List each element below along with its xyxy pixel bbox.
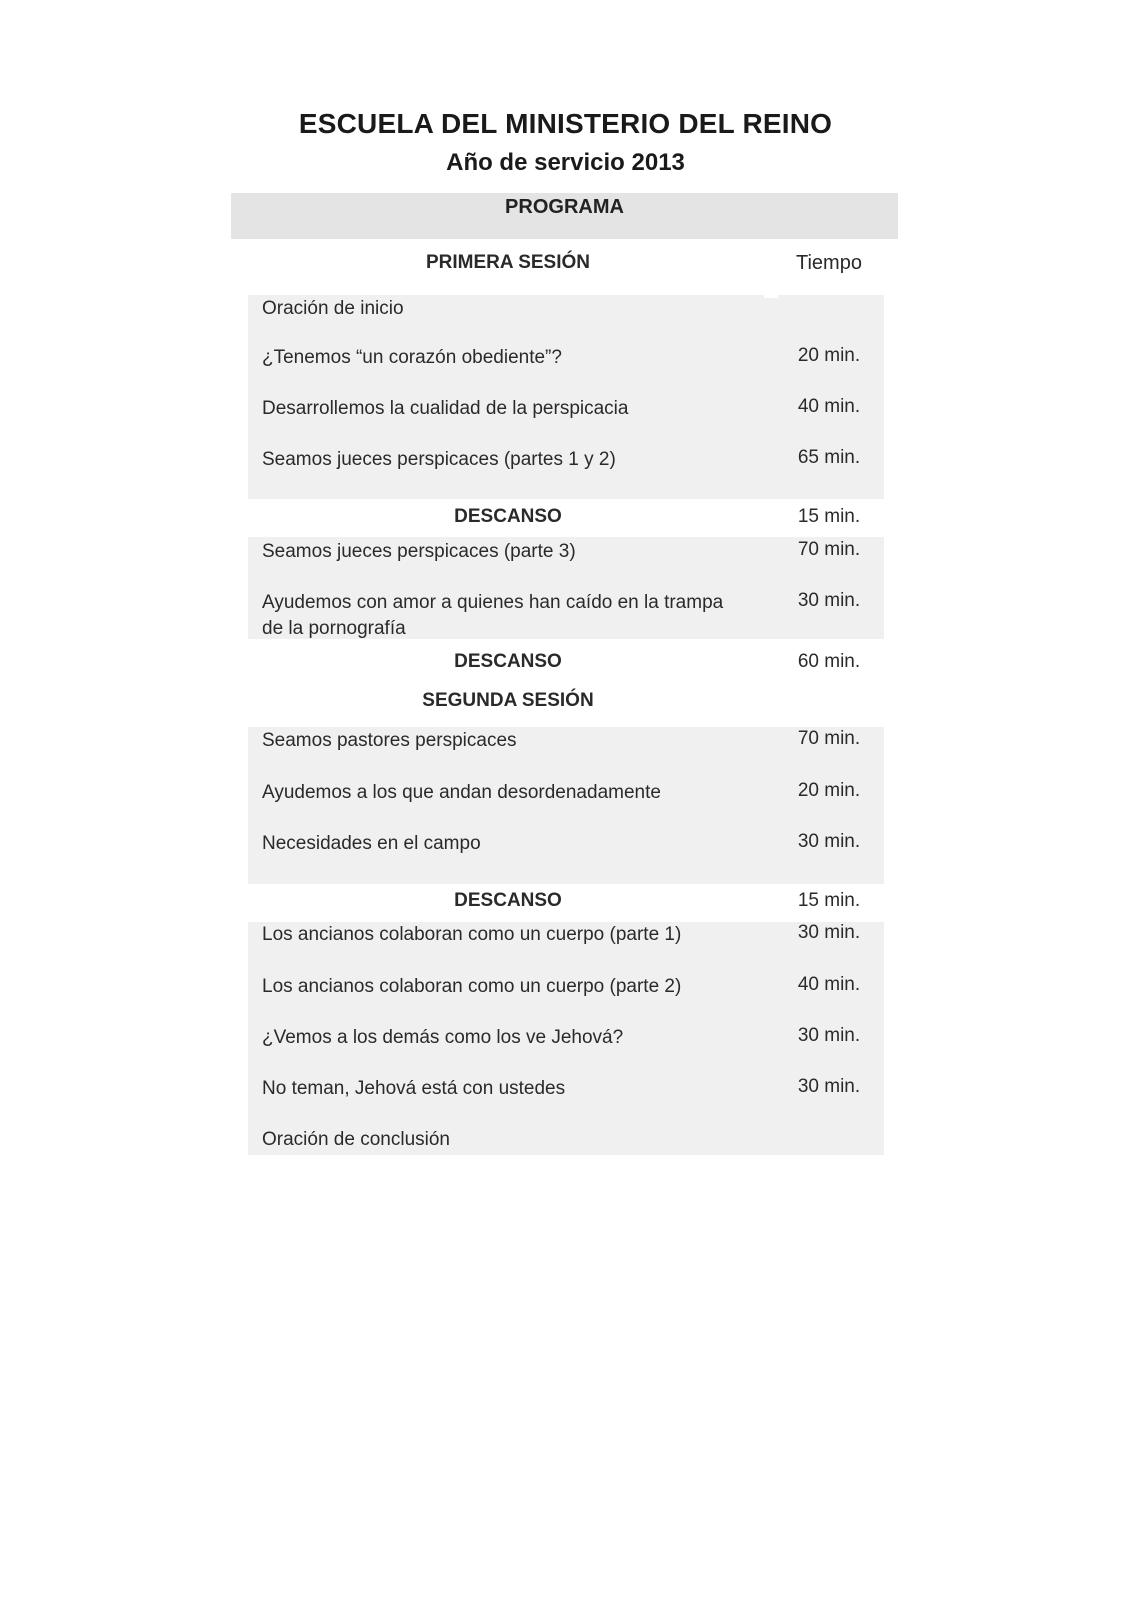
program-item: Necesidades en el campo	[262, 833, 481, 854]
program-header-bar	[231, 193, 898, 239]
program-item-time: 40 min.	[797, 974, 861, 995]
program-item: Ayudemos con amor a quienes han caído en la trampa de la pornografía	[262, 592, 724, 639]
program-item-time: 40 min.	[797, 396, 861, 417]
time-column-header: Tiempo	[796, 252, 862, 274]
first-session-heading: PRIMERA SESIÓN	[426, 252, 590, 273]
program-item: Seamos pastores perspicaces	[262, 730, 517, 751]
program-item-time: 30 min.	[797, 831, 861, 852]
program-item-time: 70 min.	[797, 728, 861, 749]
program-item-time: 30 min.	[797, 1025, 861, 1046]
break-heading: DESCANSO	[454, 890, 562, 911]
break-time: 15 min.	[797, 506, 861, 527]
program-item-time: 70 min.	[797, 539, 861, 560]
program-item: Seamos jueces perspicaces (partes 1 y 2)	[262, 449, 616, 470]
break-heading: DESCANSO	[454, 506, 562, 527]
program-item-time: 65 min.	[797, 447, 861, 468]
program-item: Seamos jueces perspicaces (parte 3)	[262, 541, 576, 562]
program-item-time: 30 min.	[797, 922, 861, 943]
program-item-time: 20 min.	[797, 780, 861, 801]
program-item: ¿Tenemos “un corazón obediente”?	[262, 347, 562, 368]
break-time: 60 min.	[797, 651, 861, 672]
program-label: PROGRAMA	[505, 196, 624, 218]
break-time: 15 min.	[797, 890, 861, 911]
document-subtitle: Año de servicio 2013	[446, 149, 685, 176]
document-title: ESCUELA DEL MINISTERIO DEL REINO	[298, 108, 833, 139]
program-item: Los ancianos colaboran como un cuerpo (parte 1)	[262, 924, 682, 945]
second-session-heading: SEGUNDA SESIÓN	[422, 690, 594, 711]
program-item: Ayudemos a los que andan desordenadamente	[262, 782, 661, 803]
break-heading: DESCANSO	[454, 651, 562, 672]
program-item-time: 30 min.	[797, 590, 861, 611]
program-item: Oración de inicio	[262, 298, 404, 319]
program-item: No teman, Jehová está con ustedes	[262, 1078, 566, 1099]
program-item: Los ancianos colaboran como un cuerpo (parte 2)	[262, 976, 682, 997]
program-item-time: 20 min.	[797, 345, 861, 366]
program-item: ¿Vemos a los demás como los ve Jehová?	[262, 1027, 624, 1048]
program-item-time: 30 min.	[797, 1076, 861, 1097]
program-item: Desarrollemos la cualidad de la perspicacia	[262, 398, 629, 419]
program-item: Oración de conclusión	[262, 1129, 450, 1150]
